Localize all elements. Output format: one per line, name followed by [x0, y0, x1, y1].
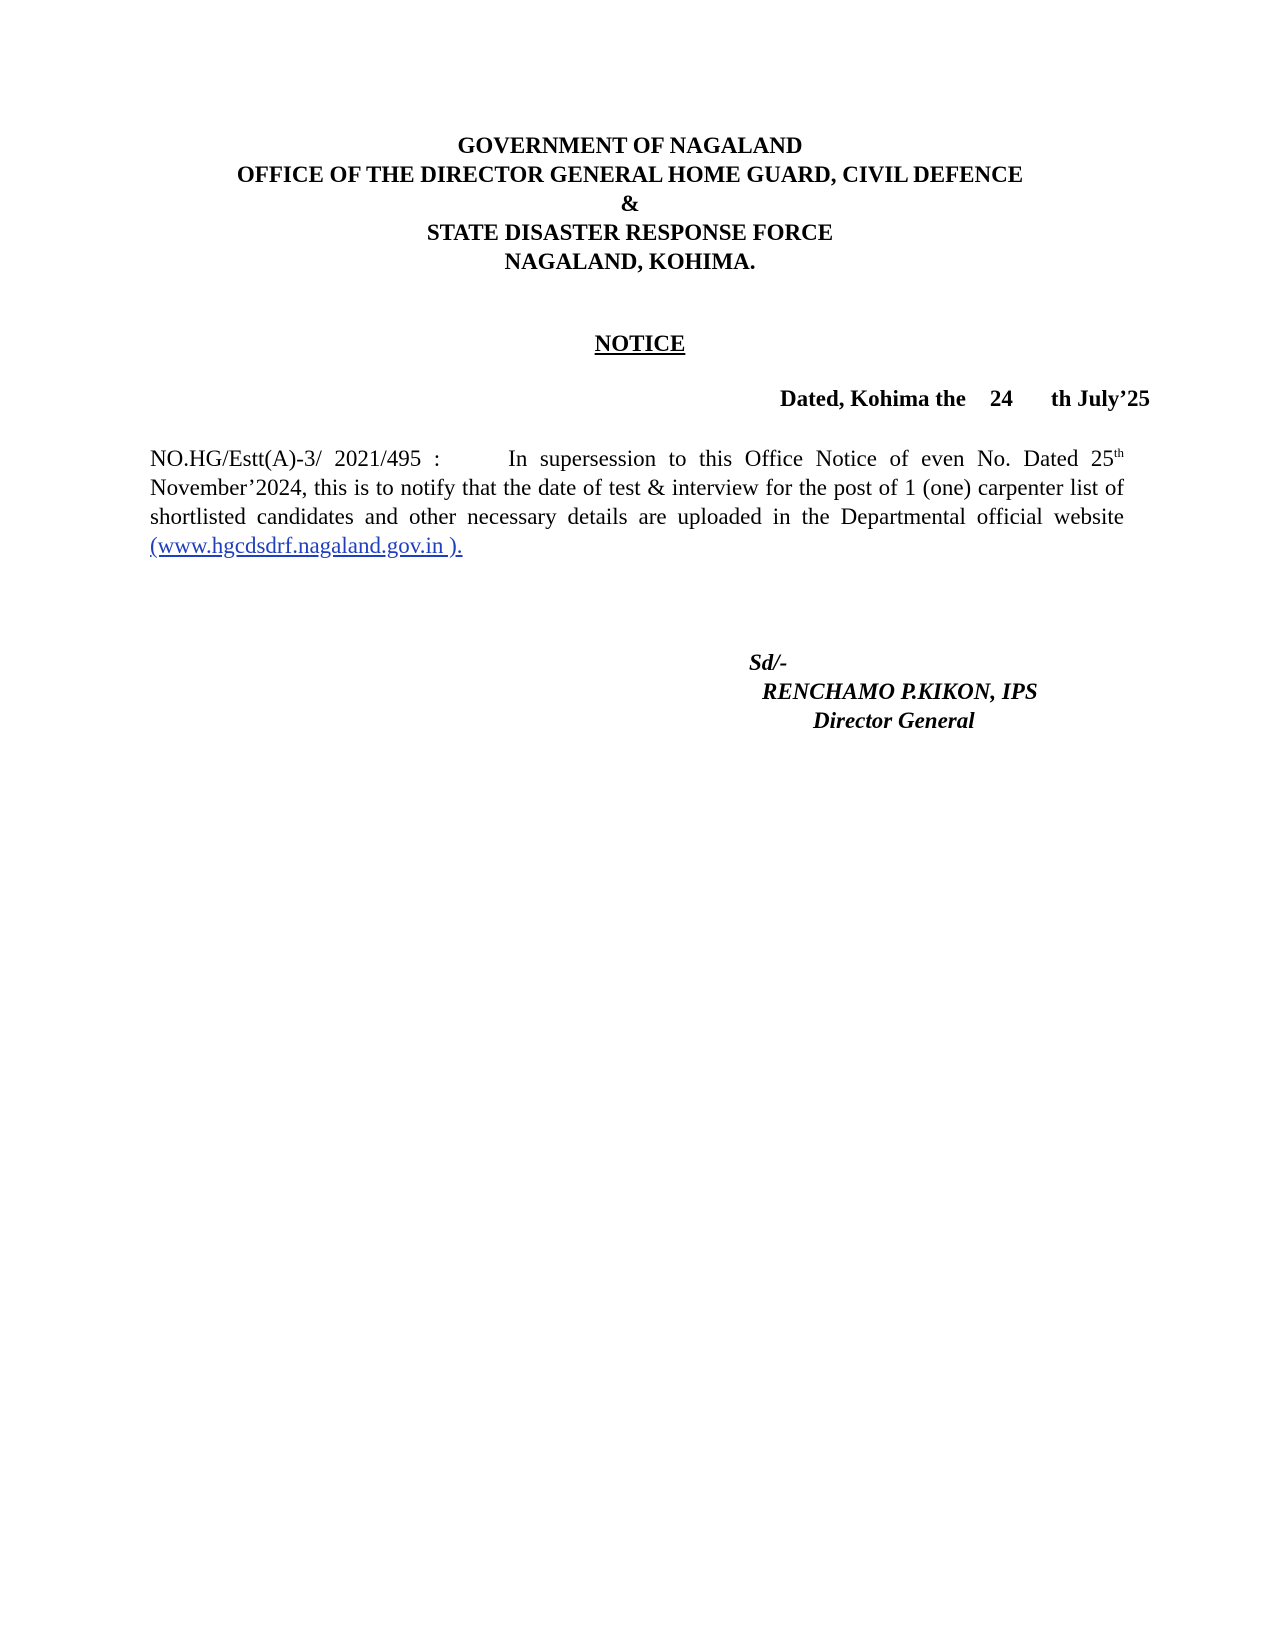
body-text-part1: In supersession to this Office Notice of even No. Dated 25 [508, 446, 1114, 471]
notice-title: NOTICE [594, 331, 686, 356]
letterhead-line-office: OFFICE OF THE DIRECTOR GENERAL HOME GUARD, CIVIL DEFENCE [236, 162, 1024, 187]
reference-number: NO.HG/Estt(A)-3/ 2021/495 : [150, 446, 441, 471]
body-text-part2: November’2024, this is to notify that the date of test & interview for the post of 1 (one) carpenter list of shortlisted candidates and other necessary details are uploaded in the Departmental official website [150, 475, 1124, 529]
letterhead-line-location: NAGALAND, KOHIMA. [504, 249, 756, 274]
date-day: 24 [989, 386, 1013, 411]
letterhead-line-ampersand: & [620, 191, 640, 216]
letterhead-line-government: GOVERNMENT OF NAGALAND [457, 133, 803, 158]
signatory-designation: Director General [813, 708, 975, 733]
date-prefix: Dated, Kohima the [780, 386, 966, 411]
letterhead [150, 131, 1110, 276]
signatory-name: RENCHAMO P.KIKON, IPS [762, 679, 1038, 704]
website-link[interactable]: (www.hgcdsdrf.nagaland.gov.in ). [150, 533, 463, 558]
date-suffix: th July’25 [1050, 386, 1150, 411]
letterhead-line-sdrf: STATE DISASTER RESPONSE FORCE [426, 220, 834, 245]
notice-body [150, 444, 1124, 560]
body-superscript: th [1113, 445, 1124, 460]
notice-date [780, 386, 1150, 412]
signature-sd: Sd/- [749, 650, 788, 675]
